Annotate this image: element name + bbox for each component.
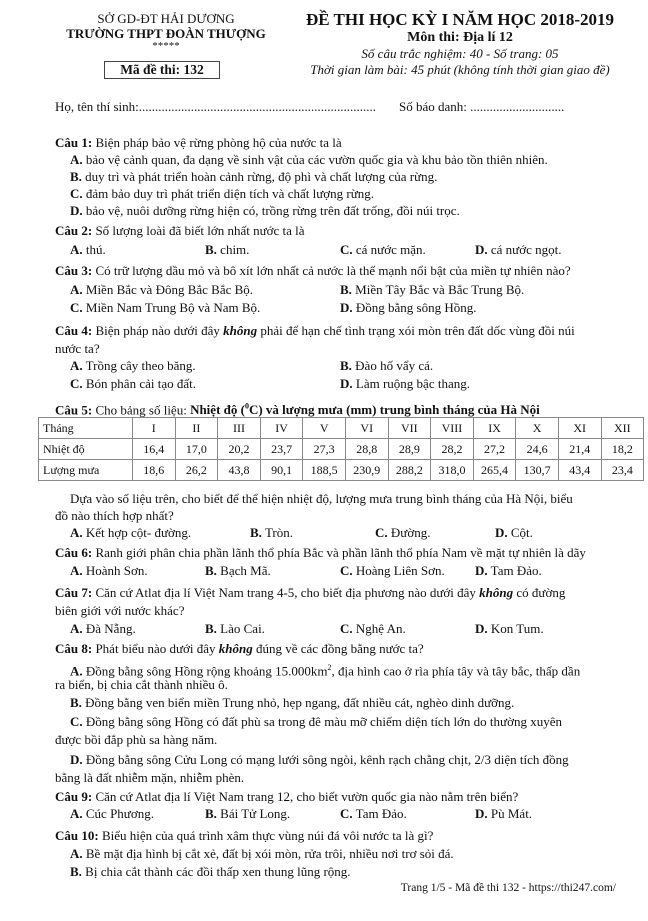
table-header-cell: VIII [431, 418, 474, 439]
table-cell: 23,7 [260, 439, 303, 460]
table-header-cell: V [303, 418, 346, 439]
question-text: Số lượng loài đã biết lớn nhất nước ta là [95, 223, 305, 238]
table-cell: 26,2 [175, 460, 218, 481]
option-4d[interactable] [340, 376, 470, 392]
option-key: C. [340, 621, 353, 636]
table-cell: 28,2 [431, 439, 474, 460]
table-cell: 27,2 [473, 439, 516, 460]
option-2d[interactable] [475, 242, 561, 258]
option-text: thú. [85, 242, 106, 257]
table-header-cell: XII [601, 418, 644, 439]
option-1c[interactable] [70, 185, 374, 202]
option-3b[interactable] [340, 282, 524, 298]
option-text: Pù Mát. [490, 806, 533, 821]
option-text: Đào hố vẩy cá. [355, 358, 434, 373]
table-header-cell: XI [558, 418, 601, 439]
option-4a[interactable] [70, 358, 196, 374]
option-6c[interactable] [340, 563, 445, 579]
question-text: Biện pháp nào dưới đây [95, 323, 220, 338]
option-key: C. [70, 376, 83, 391]
option-text: đảm bảo duy trì phát triển diện tích và chất lượng rừng. [85, 186, 375, 201]
school-name: TRƯỜNG THPT ĐOÀN THƯỢNG [66, 26, 266, 41]
table-header-cell: VI [345, 418, 388, 439]
table-row-temperature [39, 439, 644, 460]
option-8b[interactable] [70, 694, 514, 711]
question-10 [55, 827, 433, 844]
table-cell: 130,7 [516, 460, 559, 481]
school-header [60, 11, 272, 52]
option-key: D. [475, 563, 488, 578]
option-text: Đà Nẵng. [85, 621, 136, 636]
question-2 [55, 222, 305, 239]
table-cell: 265,4 [473, 460, 516, 481]
table-title: Nhiệt độ ($^0$C) và lượng mưa (mm) trung bình tháng của Hà Nội [190, 402, 540, 418]
option-key: C. [340, 242, 353, 257]
option-key: D. [340, 300, 353, 315]
question-label: Câu 10: [55, 828, 99, 843]
option-8c[interactable] [70, 713, 562, 730]
option-6d[interactable] [475, 563, 542, 579]
option-5c[interactable] [375, 525, 430, 541]
option-9d[interactable] [475, 806, 532, 822]
option-key: B. [205, 621, 217, 636]
table-header-cell: III [218, 418, 261, 439]
question-label: Câu 2: [55, 223, 93, 238]
table-cell: 27,3 [303, 439, 346, 460]
option-2c[interactable] [340, 242, 426, 258]
option-2b[interactable] [205, 242, 249, 258]
option-5a[interactable] [70, 525, 191, 541]
option-7b[interactable] [205, 621, 265, 637]
option-text: Hoành Sơn. [85, 563, 148, 578]
option-5d[interactable] [495, 525, 533, 541]
question-emphasis: không [223, 323, 258, 338]
option-key: D. [70, 203, 83, 218]
question-8 [55, 640, 424, 657]
option-key: B. [70, 864, 82, 879]
question-9 [55, 788, 518, 805]
option-text: Đồng bằng ven biển miền Trung nhỏ, hẹp ngang, đất nhiều cát, nghèo dinh dưỡng. [85, 695, 515, 710]
stars-divider: ***** [152, 40, 180, 52]
question-label: Câu 6: [55, 545, 93, 560]
question-text: Căn cứ Atlat địa lí Việt Nam trang 4-5, cho biết địa phương nào dưới đây [95, 585, 476, 600]
option-key: A. [70, 525, 83, 540]
question-5-prompt-cont: đồ nào thích hợp nhất? [55, 508, 174, 523]
option-text: Kon Tum. [490, 621, 544, 636]
option-key: D. [475, 806, 488, 821]
option-text: Tam Đảo. [355, 806, 407, 821]
option-3a[interactable] [70, 282, 253, 298]
option-text: Miền Tây Bắc và Bắc Trung Bộ. [355, 282, 525, 297]
option-key: A. [70, 242, 83, 257]
question-7 [55, 584, 565, 601]
candidate-name-field[interactable]: Họ, tên thí sinh:......................................................................... [55, 99, 377, 114]
option-key: D. [70, 752, 83, 767]
option-text: Hoàng Liên Sơn. [355, 563, 445, 578]
option-9b[interactable] [205, 806, 290, 822]
option-text: Trồng cây theo băng. [85, 358, 196, 373]
question-5-prompt: Dựa vào số liệu trên, cho biết để thể hiện nhiệt độ, lượng mưa trung bình tháng của Hà Nội, biểu [70, 491, 573, 506]
table-cell: 43,4 [558, 460, 601, 481]
option-5b[interactable] [250, 525, 293, 541]
table-cell: 21,4 [558, 439, 601, 460]
question-7-cont: biên giới với nước khác? [55, 603, 185, 618]
table-header-cell: Tháng [39, 418, 133, 439]
option-6a[interactable] [70, 563, 148, 579]
question-text: Ranh giới phân chia phần lãnh thổ phía Bắc và phần lãnh thổ phía Nam về mặt tự nhiên là dãy [95, 545, 586, 560]
option-6b[interactable] [205, 563, 271, 579]
question-4 [55, 322, 575, 339]
option-key: C. [375, 525, 388, 540]
table-cell: 28,8 [345, 439, 388, 460]
option-key: C. [70, 714, 83, 729]
exam-subject: Môn thi: Địa lí 12 [407, 30, 513, 45]
option-text: Lào Cai. [220, 621, 265, 636]
option-8c-cont: được bồi đắp phù sa hàng năm. [55, 732, 218, 747]
question-4-cont: nước ta? [55, 341, 100, 356]
option-text-b: , địa hình cao ở rìa phía tây và tây bắc, thấp dần [331, 663, 581, 679]
data-table [38, 417, 644, 481]
option-7d[interactable] [475, 621, 544, 637]
option-text: Bạch Mã. [220, 563, 271, 578]
option-key: C. [340, 806, 353, 821]
option-text: Bị chia cắt thành các đồi thấp xen thung lũng rộng. [85, 864, 351, 879]
table-header-cell: X [516, 418, 559, 439]
table-cell: 28,9 [388, 439, 431, 460]
option-1a[interactable] [70, 151, 548, 168]
option-1d[interactable] [70, 202, 460, 219]
option-key: B. [205, 242, 217, 257]
option-10a[interactable] [70, 845, 454, 862]
table-cell: 18,6 [133, 460, 176, 481]
option-9c[interactable] [340, 806, 407, 822]
option-key: A. [70, 152, 83, 167]
option-key: C. [340, 563, 353, 578]
option-text: chim. [220, 242, 250, 257]
option-text: Đồng bằng sông Cửu Long có mạng lưới sông ngòi, kênh rạch chằng chịt, 2/3 diện tích đồng [85, 752, 569, 767]
table-cell: 230,9 [345, 460, 388, 481]
option-2a[interactable] [70, 242, 106, 258]
question-text-after: đúng về các đồng bằng nước ta? [256, 641, 424, 656]
question-label: Câu 5: [55, 402, 93, 418]
option-key: A. [70, 563, 83, 578]
table-cell: 17,0 [175, 439, 218, 460]
table-cell: 18,2 [601, 439, 644, 460]
exam-title: ĐỀ THI HỌC KỲ I NĂM HỌC 2018-2019 [305, 10, 615, 29]
table-header-cell: I [133, 418, 176, 439]
option-text: bảo vệ cảnh quan, đa dạng về sinh vật của các vườn quốc gia và khu bảo tồn thiên nhiên. [85, 152, 548, 167]
option-text: Tròn. [264, 525, 294, 540]
option-text: Bón phân cải tạo đất. [85, 376, 196, 391]
option-1b[interactable] [70, 168, 437, 185]
option-text: Kết hợp cột- đường. [85, 525, 192, 540]
option-key: A. [70, 282, 83, 297]
option-text: Nghệ An. [355, 621, 406, 636]
question-label: Câu 4: [55, 323, 93, 338]
table-header-cell: IV [260, 418, 303, 439]
table-cell: 20,2 [218, 439, 261, 460]
option-text: Làm ruộng bậc thang. [355, 376, 470, 391]
option-text: bảo vệ, nuôi dưỡng rừng hiện có, trồng rừng trên đất trống, đồi núi trọc. [85, 203, 460, 218]
option-key: D. [340, 376, 353, 391]
option-key: A. [70, 358, 83, 373]
option-key: D. [475, 621, 488, 636]
option-key: C. [70, 186, 83, 201]
option-key: C. [70, 300, 83, 315]
option-4b[interactable] [340, 358, 433, 374]
option-key: A. [70, 663, 83, 679]
table-header-cell: IX [473, 418, 516, 439]
table-row-rainfall [39, 460, 644, 481]
option-text: cá nước mặn. [355, 242, 426, 257]
table-cell: 24,6 [516, 439, 559, 460]
page-footer: Trang 1/5 - Mã đề thi 132 - https://thi247.com/ [400, 882, 616, 894]
option-text: Đồng bằng sông Hồng. [355, 300, 477, 315]
question-text: Cho bảng số liệu: [95, 402, 187, 418]
table-cell: 188,5 [303, 460, 346, 481]
option-text: Đồng bằng sông Hồng rộng khoảng 15.000km [85, 663, 328, 679]
option-text: Tam Đảo. [490, 563, 542, 578]
option-key: B. [70, 695, 82, 710]
question-label: Câu 3: [55, 263, 93, 278]
option-key: A. [70, 621, 83, 636]
option-text: Đồng bằng sông Hồng có đất phù sa trong đê màu mỡ chiếm diện tích lớn do thường xuyên [85, 714, 562, 729]
question-text: Căn cứ Atlat địa lí Việt Nam trang 12, cho biết vườn quốc gia nào nằm trên biển? [95, 789, 519, 804]
department-name: SỞ GD-ĐT HẢI DƯƠNG [97, 11, 235, 26]
table-cell: 16,4 [133, 439, 176, 460]
option-key: B. [205, 806, 217, 821]
option-key: B. [205, 563, 217, 578]
option-text: Miền Nam Trung Bộ và Nam Bộ. [85, 300, 261, 315]
question-label: Câu 7: [55, 585, 93, 600]
table-cell: 288,2 [388, 460, 431, 481]
question-emphasis: không [218, 641, 253, 656]
question-text-after: phải để hạn chế tình trạng xói mòn trên đất dốc vùng đồi núi [260, 323, 575, 338]
option-key: D. [495, 525, 508, 540]
table-header-cell: VII [388, 418, 431, 439]
question-6 [55, 544, 586, 561]
question-5 [55, 398, 540, 418]
option-key: B. [250, 525, 262, 540]
option-8d[interactable] [70, 751, 569, 768]
question-label: Câu 9: [55, 789, 93, 804]
option-key: A. [70, 846, 83, 861]
row-label: Lượng mưa [39, 460, 133, 481]
option-7a[interactable] [70, 621, 136, 637]
option-text: cá nước ngọt. [490, 242, 562, 257]
question-text: Phát biểu nào dưới đây [95, 641, 216, 656]
option-text: Bái Tử Long. [220, 806, 291, 821]
question-label: Câu 1: [55, 135, 93, 150]
table-cell: 318,0 [431, 460, 474, 481]
table-header-row [39, 418, 644, 439]
table-cell: 90,1 [260, 460, 303, 481]
option-3d[interactable] [340, 300, 477, 316]
table-header-cell: II [175, 418, 218, 439]
option-10b[interactable] [70, 863, 351, 880]
option-key: B. [340, 358, 352, 373]
option-text: Cột. [510, 525, 533, 540]
option-4c[interactable] [70, 376, 196, 392]
question-text: Biểu hiện của quá trình xâm thực vùng núi đá vôi nước ta là gì? [101, 828, 434, 843]
option-3c[interactable] [70, 300, 260, 316]
option-text: Bề mặt địa hình bị cắt xẻ, đất bị xói mòn, rửa trôi, nhiều nơi trơ sỏi đá. [85, 846, 454, 861]
option-8a[interactable]: A. Đồng bằng sông Hồng rộng khoảng $15.000km^2$, địa hình cao ở rìa phía tây và tây bắc, thấp dần [70, 663, 581, 679]
option-text: Cúc Phương. [85, 806, 154, 821]
option-key: D. [475, 242, 488, 257]
question-text: Có trữ lượng dầu mỏ và bô xít lớn nhất cả nước là thế mạnh nổi bật của miền tự nhiên nào? [95, 263, 571, 278]
question-text-after: có đường [516, 585, 566, 600]
exam-info: Số câu trắc nghiệm: 40 - Số trang: 05 [361, 46, 559, 61]
option-text: Miền Bắc và Đông Bắc Bắc Bộ. [85, 282, 254, 297]
question-3 [55, 262, 571, 279]
question-1 [55, 134, 342, 151]
option-text: Đường. [390, 525, 431, 540]
table-cell: 43,8 [218, 460, 261, 481]
option-8a-cont: ra biển, bị chia cắt thành nhiều ô. [55, 677, 228, 692]
candidate-id-field[interactable]: Số báo danh: ............................. [399, 99, 565, 114]
question-emphasis: không [479, 585, 514, 600]
table-cell: 23,4 [601, 460, 644, 481]
option-8d-cont: bằng là đất nhiễm mặn, nhiễm phèn. [55, 770, 245, 785]
exam-duration: Thời gian làm bài: 45 phút (không tính thời gian giao đề) [310, 62, 610, 77]
exam-code-box: Mã đề thi: 132 [104, 61, 220, 79]
option-key: A. [70, 806, 83, 821]
option-key: B. [70, 169, 82, 184]
row-label: Nhiệt độ [39, 439, 133, 460]
option-7c[interactable] [340, 621, 406, 637]
question-text: Biện pháp bảo vệ rừng phòng hộ của nước ta là [95, 135, 342, 150]
question-label: Câu 8: [55, 641, 93, 656]
option-key: B. [340, 282, 352, 297]
option-9a[interactable] [70, 806, 154, 822]
option-text: duy trì và phát triển hoàn cảnh rừng, độ phì và chất lượng của rừng. [85, 169, 438, 184]
exam-header [272, 10, 648, 78]
